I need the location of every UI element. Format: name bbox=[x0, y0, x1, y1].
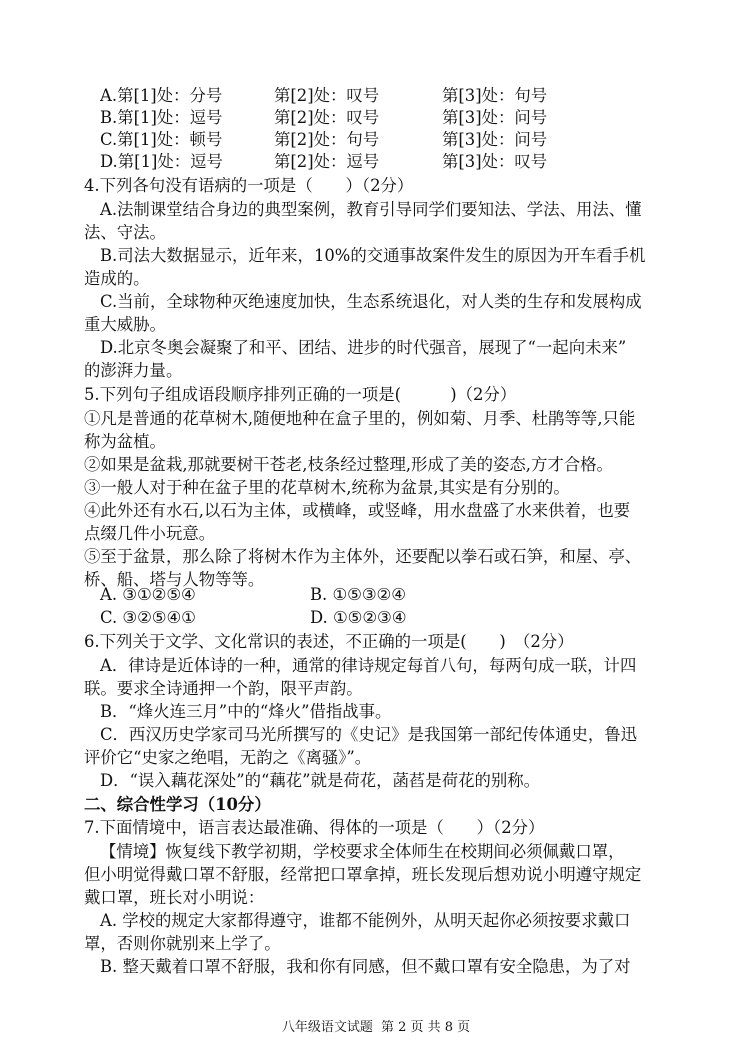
option-part1: 第[1]处：分号 bbox=[117, 86, 223, 105]
q6-option-b: B．“烽火连三月”中的“烽火”借指战事。 bbox=[100, 702, 392, 721]
footer-page-number: 第 2 页 共 8 页 bbox=[380, 1020, 471, 1035]
option-part1: 第[1]处：顿号 bbox=[117, 130, 223, 149]
q5-option-c: C. ③②⑤④① bbox=[100, 608, 196, 627]
q5-sentence-4-line2: 点缀几件小玩意。 bbox=[84, 524, 216, 543]
q5-option-b: B. ①⑤③②④ bbox=[310, 585, 406, 604]
option-part2: 第[2]处：叹号 bbox=[274, 108, 380, 127]
q4-option-a-line1: A.法制课堂结合身边的典型案例，教育引导同学们要知法、学法、用法、懂 bbox=[100, 200, 642, 219]
q6-option-c-line1: C．西汉历史学家司马光所撰写的《史记》是我国第一部纪传体通史，鲁迅 bbox=[100, 725, 638, 744]
q5-sentence-5-line1: ⑤至于盆景，那么除了将树木作为主体外，还要配以拳石或石笋，和屋、亭、 bbox=[84, 547, 642, 566]
option-part3: 第[3]处：问号 bbox=[442, 108, 548, 127]
option-part2: 第[2]处：叹号 bbox=[274, 86, 380, 105]
option-part2: 第[2]处：句号 bbox=[274, 130, 380, 149]
option-part3: 第[3]处：叹号 bbox=[442, 152, 548, 171]
q6-option-a-line1: A．律诗是近体诗的一种，通常的律诗规定每首八句，每两句成一联，计四 bbox=[100, 656, 637, 675]
option-letter: C. bbox=[100, 130, 118, 149]
q4-option-b-line1: B.司法大数据显示，近年来，10%的交通事故案件发生的原因为开车看手机 bbox=[100, 246, 646, 265]
option-letter: B. bbox=[100, 108, 118, 127]
q7-context-line1: 【情境】恢复线下教学初期，学校要求全体师生在校期间必须佩戴口罩， bbox=[100, 842, 625, 861]
q7-context-line3: 戴口罩，班长对小明说： bbox=[84, 888, 265, 907]
q4-stem: 4.下列各句没有语病的一项是（ ）（2分） bbox=[84, 176, 414, 195]
q4-option-c-line2: 重大威胁。 bbox=[84, 315, 166, 334]
q7-option-a-line1: A. 学校的规定大家都得遵守，谁都不能例外，从明天起你必须按要求戴口 bbox=[100, 911, 631, 930]
q7-option-a-line2: 罩，否则你就别来上学了。 bbox=[84, 934, 281, 953]
section-heading: 二、综合性学习（10分） bbox=[84, 795, 271, 814]
q4-option-b-line2: 造成的。 bbox=[84, 269, 150, 288]
q5-stem: 5.下列句子组成语段顺序排列正确的一项是( )（2分） bbox=[84, 385, 517, 404]
q7-stem: 7.下面情境中，语言表达最准确、得体的一项是（ ）（2分） bbox=[84, 818, 545, 837]
option-part3: 第[3]处：问号 bbox=[442, 130, 548, 149]
option-part1: 第[1]处：逗号 bbox=[117, 152, 223, 171]
q4-option-c-line1: C.当前，全球物种灭绝速度加快，生态系统退化，对人类的生存和发展构成 bbox=[100, 292, 642, 311]
q5-sentence-1-line1: ①凡是普通的花草树木,随便地种在盒子里的，例如菊、月季、杜鹃等等,只能 bbox=[84, 409, 636, 428]
footer-subject: 八年级语文试题 bbox=[281, 1020, 373, 1035]
option-letter: D. bbox=[100, 152, 118, 171]
q7-context-line2: 但小明觉得戴口罩不舒服，经常把口罩拿掉，班长发现后想劝说小明遵守规定 bbox=[84, 865, 642, 884]
q4-option-a-line2: 法、守法。 bbox=[84, 223, 166, 242]
option-part3: 第[3]处：句号 bbox=[442, 86, 548, 105]
q5-sentence-1-line2: 称为盆植。 bbox=[84, 432, 166, 451]
q5-option-a: A. ③①②⑤④ bbox=[100, 585, 196, 604]
q5-sentence-4-line1: ④此外还有水石,以石为主体，或横峰，或竖峰，用水盘盛了水来供着，也要 bbox=[84, 501, 631, 520]
q5-sentence-3: ③一般人对于种在盆子里的花草树木,统称为盆景,其实是有分别的。 bbox=[84, 478, 570, 497]
q6-option-d: D．“误入藕花深处”的“藕花”就是荷花，菡萏是荷花的别称。 bbox=[100, 771, 541, 790]
q5-option-d: D. ①⑤②③④ bbox=[310, 608, 407, 627]
page-footer bbox=[0, 1019, 752, 1037]
q6-option-a-line2: 联。要求全诗通押一个韵，限平声韵。 bbox=[84, 679, 363, 698]
q5-sentence-5-line2: 桥、船、塔与人物等等。 bbox=[84, 570, 265, 589]
q4-option-d-line1: D.北京冬奥会凝聚了和平、团结、进步的时代强音，展现了“一起向未来” bbox=[100, 338, 627, 357]
q6-option-c-line2: 评价它“史家之绝唱，无韵之《离骚》”。 bbox=[84, 748, 372, 767]
q6-stem: 6.下列关于文学、文化常识的表述，不正确的一项是( ) （2分） bbox=[84, 632, 574, 651]
option-part1: 第[1]处：逗号 bbox=[117, 108, 223, 127]
q4-option-d-line2: 的澎湃力量。 bbox=[84, 361, 183, 380]
option-letter: A. bbox=[100, 86, 118, 105]
q5-sentence-2: ②如果是盆栽,那就要树干苍老,枝条经过整理,形成了美的姿态,方才合格。 bbox=[84, 455, 613, 474]
q7-option-b-line1: B. 整天戴着口罩不舒服，我和你有同感，但不戴口罩有安全隐患，为了对 bbox=[100, 957, 631, 976]
option-part2: 第[2]处：逗号 bbox=[274, 152, 380, 171]
